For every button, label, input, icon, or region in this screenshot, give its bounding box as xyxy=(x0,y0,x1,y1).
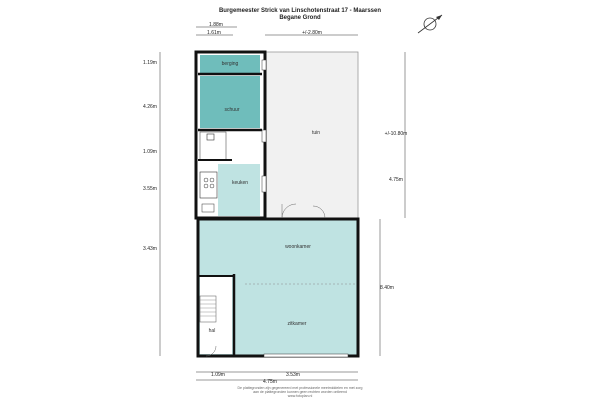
plan-subtitle: Begane Grond xyxy=(279,15,321,21)
dim-left-4: 3.55m xyxy=(143,186,157,192)
dim-bottom-a: 1.09m xyxy=(211,372,225,378)
dim-bottom-total: 4.75m xyxy=(263,379,277,385)
dim-bottom-b: 3.53m xyxy=(286,372,300,378)
dim-right-2: 8.40m xyxy=(380,285,394,291)
dim-left-2: 4.26m xyxy=(143,104,157,110)
schuur-floor xyxy=(200,76,260,128)
room-label-berging: berging xyxy=(221,61,239,67)
room-label-hal: hal xyxy=(208,328,216,334)
footer-line-1: De plattegronden zijn gegenereerd met professionele meetmiddelen en met zorg xyxy=(237,386,363,390)
plan-title: Burgemeester Strick van Linschotenstraat 17 - Maarssen xyxy=(218,8,382,14)
dim-left-3: 1.09m xyxy=(143,149,157,155)
room-label-woonkamer: woonkamer xyxy=(285,244,311,250)
dim-left-1: 1.19m xyxy=(143,60,157,66)
footer-line-3: www.fotoplan.nl xyxy=(287,394,313,398)
stairs-icon xyxy=(200,296,216,322)
dim-top-a: 1.88m xyxy=(209,22,223,28)
dim-right-1: 4.75m xyxy=(389,177,403,183)
dim-left-5: 3.43m xyxy=(143,246,157,252)
room-label-zitkamer: zitkamer xyxy=(287,321,307,327)
room-label-schuur: schuur xyxy=(224,107,240,113)
compass-icon xyxy=(418,15,442,33)
keuken-floor xyxy=(218,164,260,216)
room-label-keuken: keuken xyxy=(231,180,249,186)
dim-top-b: 1.61m xyxy=(207,30,221,36)
footer-line-2: aan de plattegronden kunnen geen rechten worden ontleend xyxy=(253,390,347,394)
room-label-tuin: tuin xyxy=(311,130,321,136)
dim-top-c: +/-2.80m xyxy=(302,30,322,36)
dim-right-total: +/-10.80m xyxy=(384,131,408,137)
